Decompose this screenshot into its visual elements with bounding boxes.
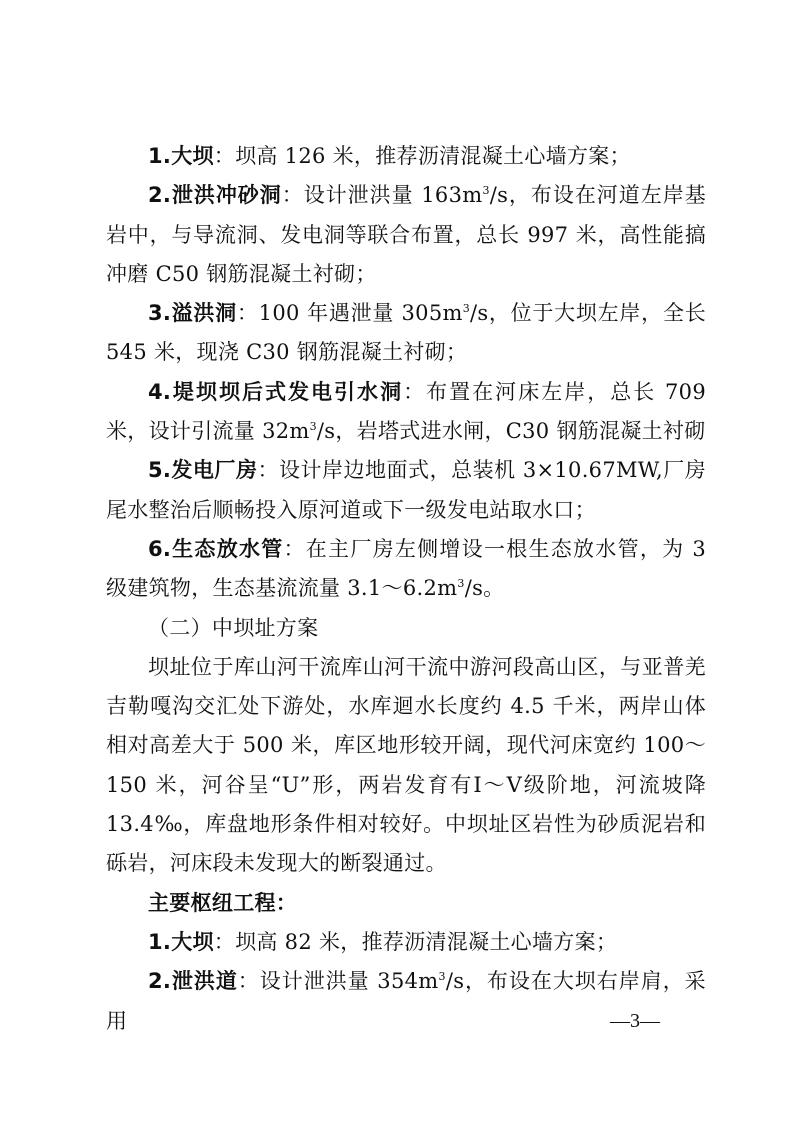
item-label: 4.堤坝坝后式发电引水洞 [148, 379, 404, 404]
superscript: 3 [438, 970, 446, 984]
item-label: 5.发电厂房 [148, 458, 258, 483]
item-text: ：设计泄洪量 354m [237, 969, 439, 994]
item-text: /s，布设在河道左岸基岩中，与导流洞、发电洞等联合布置，总长 997 米，高性能搞冲磨 C50 钢筋混凝土衬砌； [106, 183, 706, 286]
item-text: ：坝高 82 米，推荐沥清混凝土心墙方案； [213, 929, 618, 954]
item-text: ：100 年遇泄量 305m [236, 301, 463, 326]
item-label: 3.溢洪洞 [148, 301, 237, 326]
item-label: 1.大坝 [148, 929, 214, 954]
document-page [106, 137, 706, 1041]
works-dam [106, 923, 706, 962]
page-number: —3— [610, 1010, 660, 1032]
superscript: 3 [457, 577, 465, 591]
paragraph-eco-pipe [106, 530, 706, 609]
item-text: ：坝高 126 米，推荐沥清混凝土心墙方案； [213, 144, 631, 168]
paragraph-power-tunnel [106, 373, 706, 452]
superscript: 3 [482, 184, 490, 198]
main-works-heading [106, 884, 706, 923]
item-label: 6.生态放水管 [148, 536, 284, 561]
item-label: 2.泄洪冲砂洞 [148, 183, 282, 208]
item-text: ：设计泄洪量 163m [281, 183, 483, 208]
item-text: /s，布设在大坝右岸肩，采用 [106, 969, 706, 1033]
item-text: /s。 [464, 576, 505, 601]
paragraph-spillway-tunnel [106, 294, 706, 373]
item-label: 2.泄洪道 [148, 969, 238, 994]
paragraph-powerhouse [106, 451, 706, 530]
site-description: 坝址位于库山河干流库山河干流中游河段高山区，与亚普羌吉勒嘎沟交汇处下游处，水库迴水长度约 4.5 千米，两岸山体相对高差大于 500 米，库区地形较开阔，现代河床宽约 100～150 米，河谷呈“U”形，两岩发育有Ⅰ～Ⅴ级阶地，河流坡降 13.4‰，库盘地形条件相对较好。中坝址区岩性为砂质泥岩和砾岩，河床段未发现大的断裂通过。 [106, 654, 706, 876]
item-text: /s，位于大坝左岸，全长 545 米，现浇 C30 钢筋混凝土衬砌； [106, 301, 706, 365]
item-text: ：布置在河床左岸，总长 709 米，设计引流量 32m [106, 379, 706, 444]
superscript: 3 [309, 420, 317, 434]
main-works-label: 主要枢纽工程： [148, 890, 298, 915]
paragraph-flood-sand-tunnel [106, 176, 706, 294]
item-text: /s，岩塔式进水闸，C30 钢筋混凝土衬砌 [316, 419, 706, 444]
item-label: 1.大坝 [148, 144, 214, 168]
superscript: 3 [462, 302, 471, 316]
paragraph-dam [106, 137, 706, 176]
item-text: ：设计岸边地面式，总装机 3×10.67MW,厂房尾水整治后顺畅投入原河道或下一级发电站取水口； [106, 458, 707, 522]
item-text: ：在主厂房左侧增设一根生态放水管，为 3 级建筑物，生态基流流量 3.1～6.2m [106, 536, 706, 601]
section-heading: （二）中坝址方案 [148, 615, 319, 640]
